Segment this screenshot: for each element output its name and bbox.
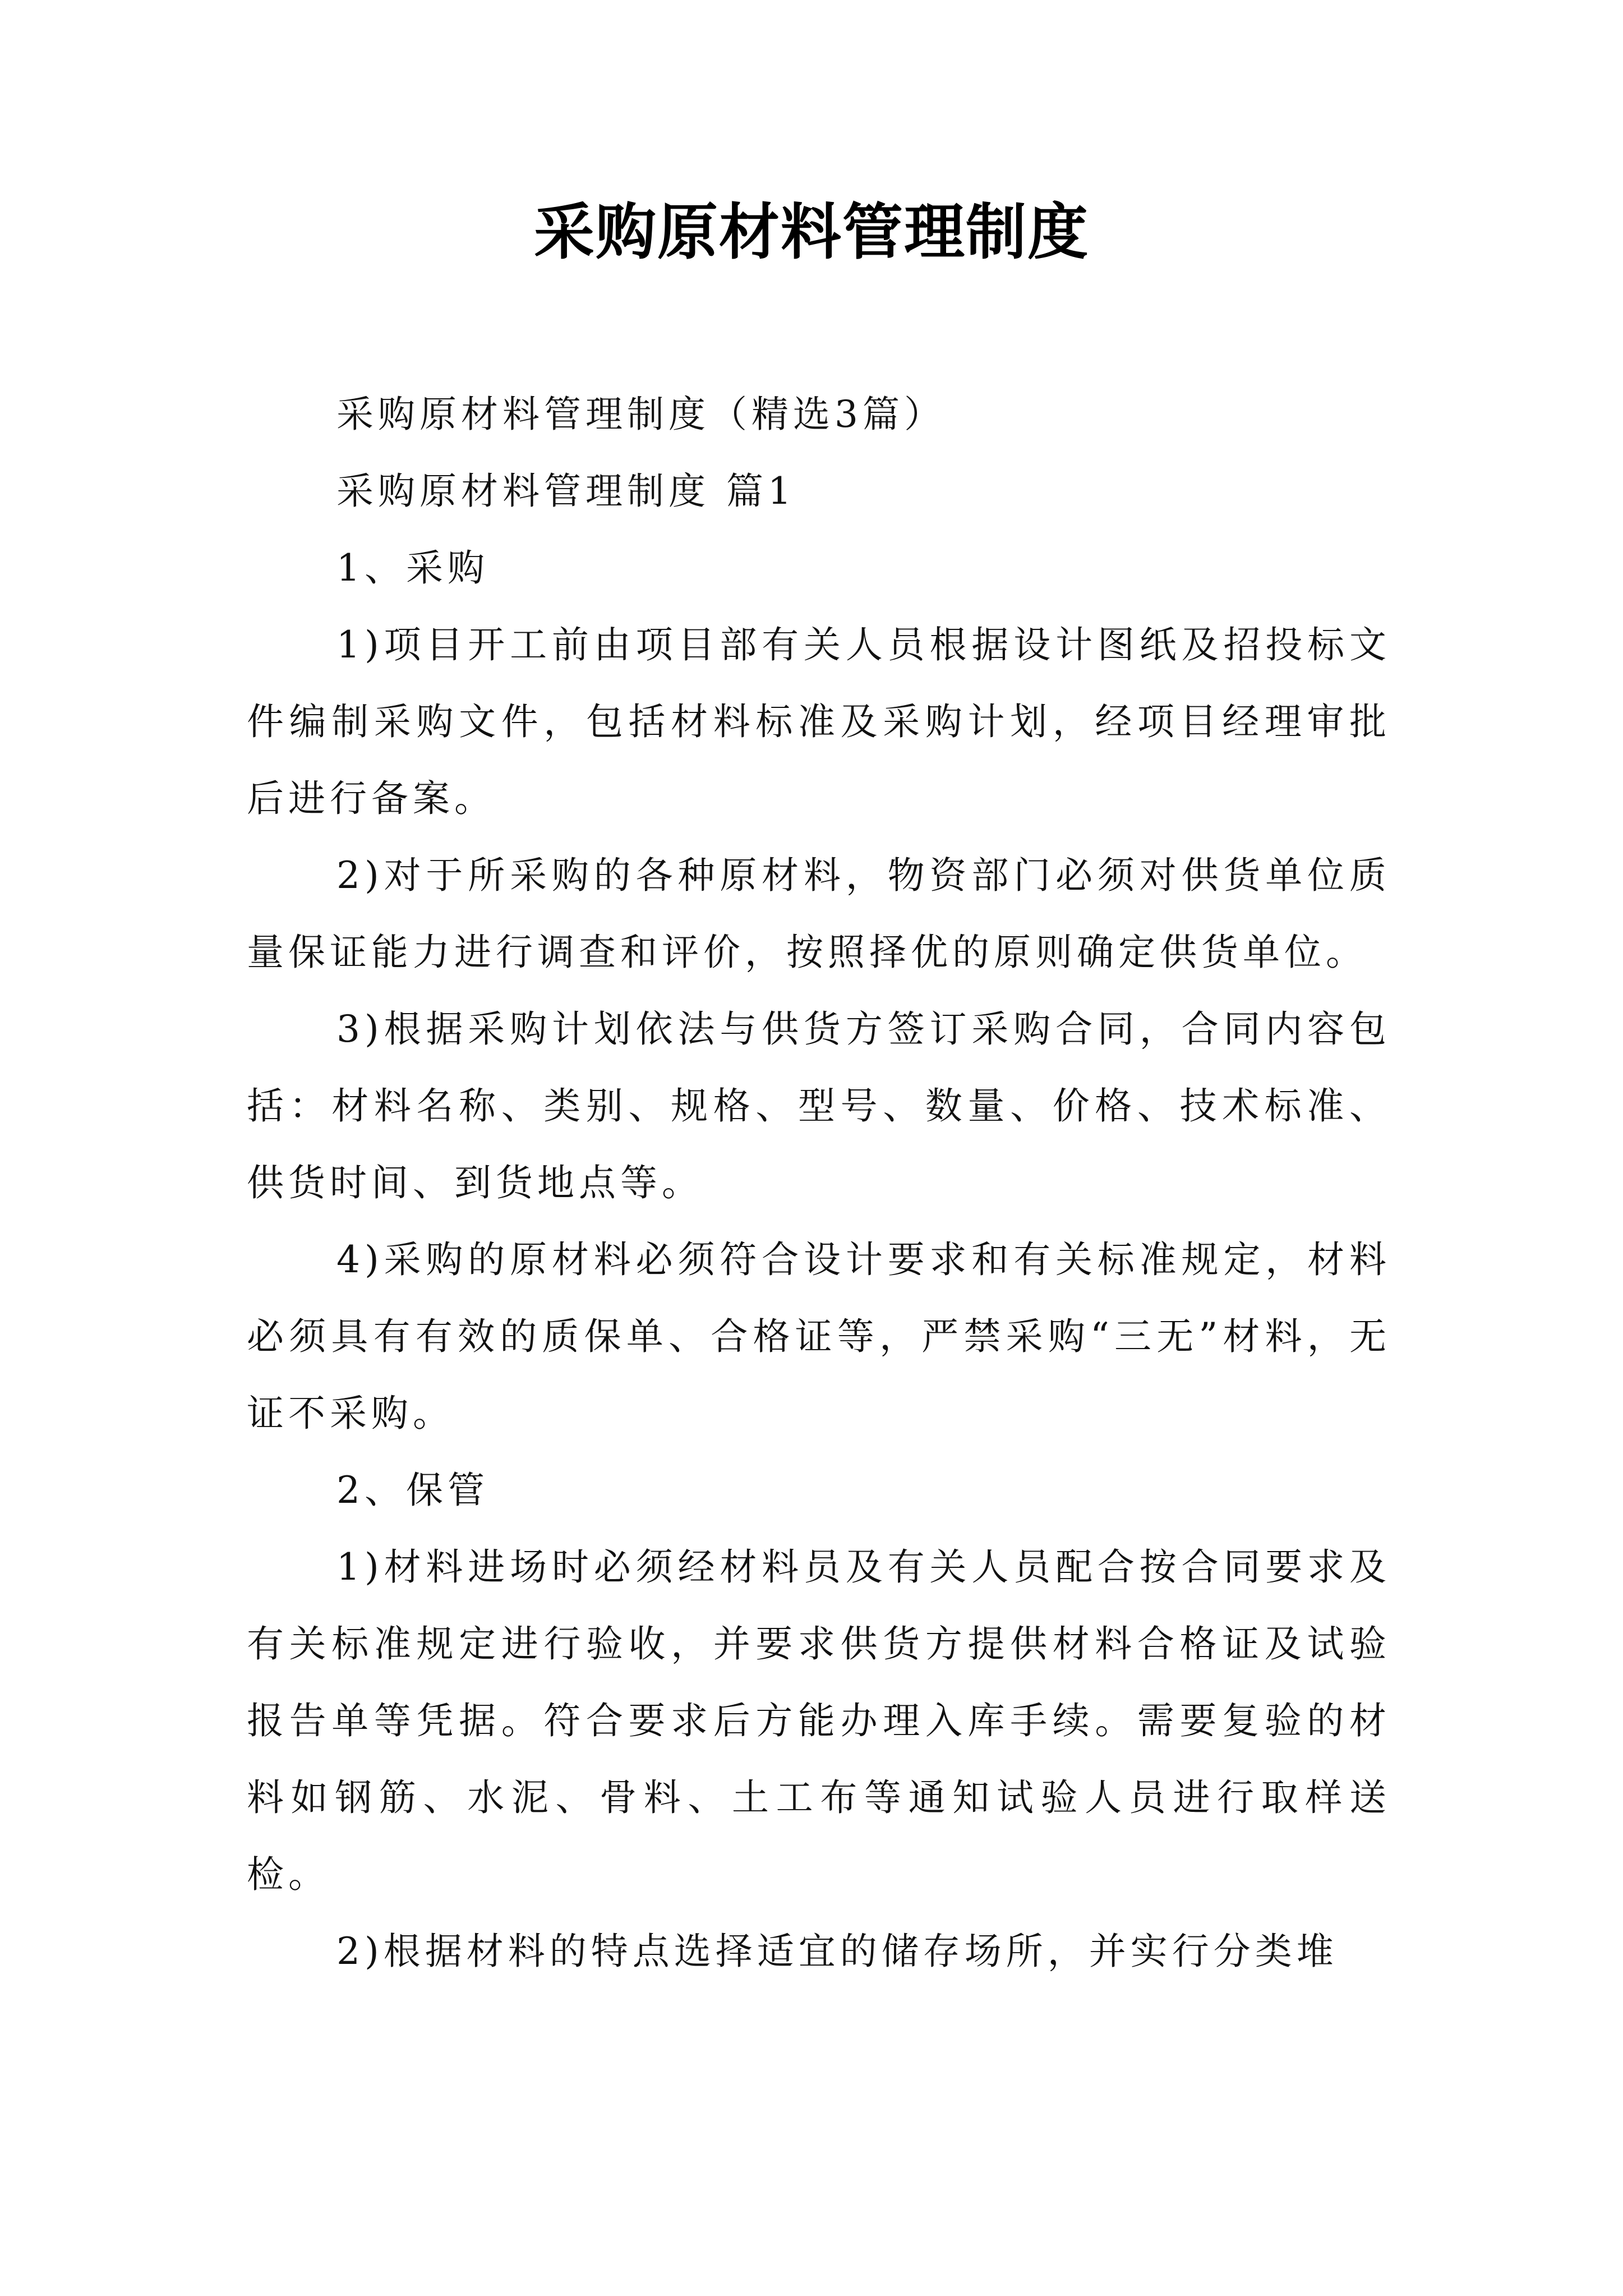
paragraph-heading-storage: 2、保管 — [336, 1469, 489, 1512]
paragraph-storage-1: 1)材料进场时必须经材料员及有关人员配合按合同要求及有关标准规定进行验收，并要求供货方提供材料合格证及试验报告单等凭据。符合要求后方能办理入库手续。需要复验的材料如钢筋、水泥、骨料、土工布等通知试验人员进行取样送检。 — [247, 1545, 1391, 1896]
paragraph-section-heading: 采购原材料管理制度 篇1 — [336, 470, 796, 513]
document-title: 采购原材料管理制度 — [533, 197, 1089, 268]
paragraph-purchase-4: 4)采购的原材料必须符合设计要求和有关标准规定，材料必须具有有效的质保单、合格证等，严禁采购“三无”材料，无证不采购。 — [247, 1238, 1391, 1435]
paragraph-subtitle: 采购原材料管理制度（精选3篇） — [336, 393, 946, 436]
paragraph-purchase-3: 3)根据采购计划依法与供货方签订采购合同，合同内容包括：材料名称、类别、规格、型号、数量、价格、技术标准、供货时间、到货地点等。 — [247, 1007, 1391, 1204]
paragraph-heading-purchase: 1、采购 — [336, 546, 489, 590]
paragraph-purchase-2: 2)对于所采购的各种原材料，物资部门必须对供货单位质量保证能力进行调查和评价，按照择优的原则确定供货单位。 — [247, 854, 1391, 974]
paragraph-storage-2: 2)根据材料的特点选择适宜的储存场所，并实行分类堆 — [336, 1930, 1338, 1973]
paragraph-purchase-1: 1)项目开工前由项目部有关人员根据设计图纸及招投标文件编制采购文件，包括材料标准及采购计划，经项目经理审批后进行备案。 — [247, 623, 1391, 820]
document-body — [247, 376, 1391, 1990]
